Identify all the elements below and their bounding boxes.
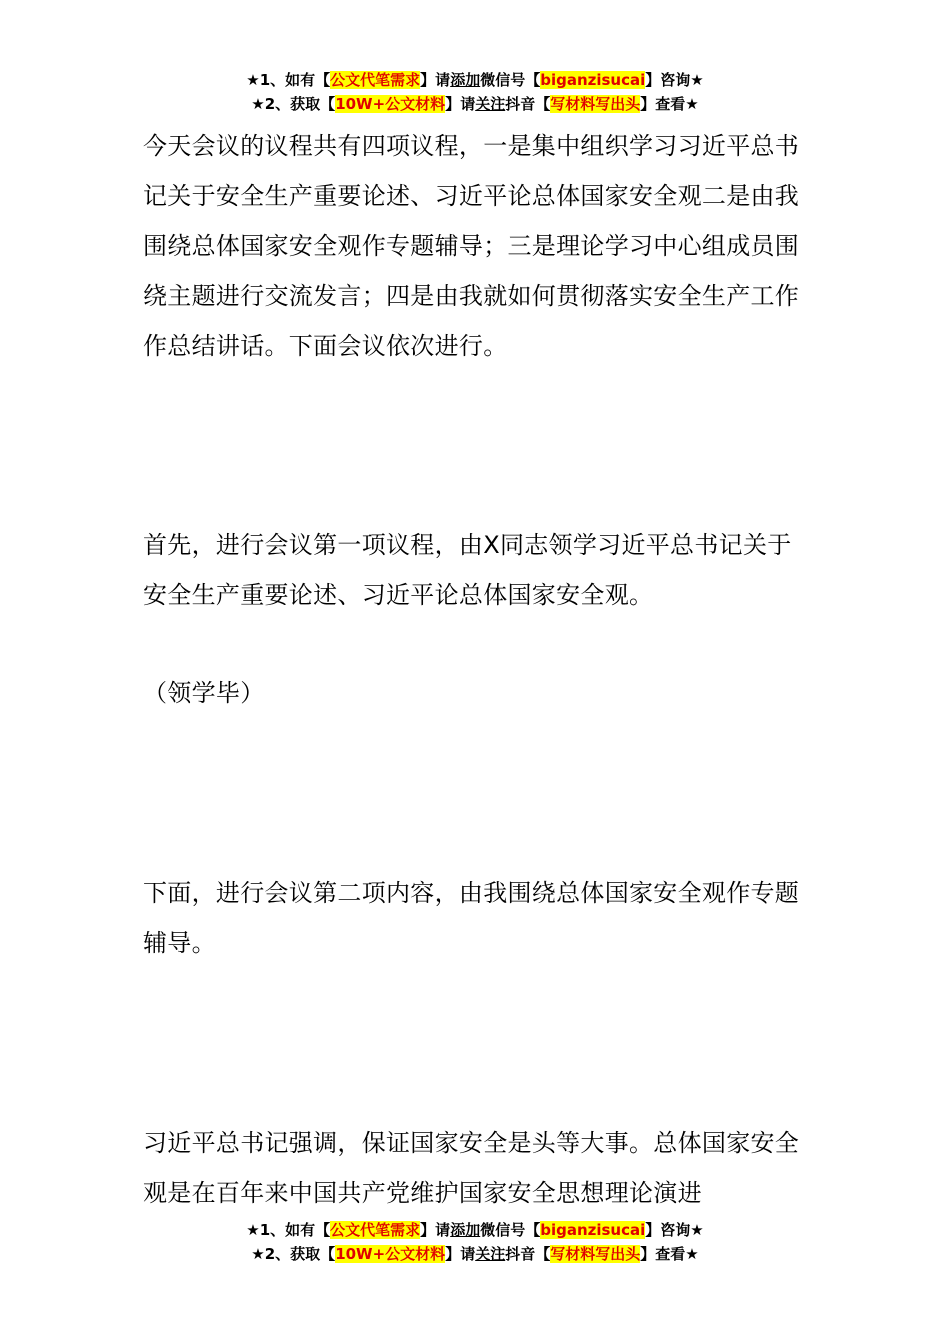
highlight-service: 公文代笔需求	[330, 71, 421, 89]
header-banner	[0, 68, 950, 116]
highlight-wechat-id: biganzisucai	[540, 71, 646, 89]
paragraph-agenda: 今天会议的议程共有四项议程，一是集中组织学习习近平总书记关于安全生产重要论述、习近平论总体国家安全观二是由我围绕总体国家安全观作专题辅导；三是理论学习中心组成员围绕主题进行交流发言；四是由我就如何贯彻落实安全生产工作作总结讲话。下面会议依次进行。	[143, 132, 800, 360]
footer-banner	[0, 1218, 950, 1266]
highlight-materials: 10W+公文材料	[335, 1245, 446, 1263]
highlight-service: 公文代笔需求	[330, 1221, 421, 1239]
underline-follow: 关注	[475, 95, 506, 113]
banner-line-2: ★2、获取【10W+公文材料】请关注抖音【写材料写出头】查看★	[251, 95, 699, 113]
paragraph-study-done: （领学毕）	[143, 679, 265, 707]
banner-line-1: ★1、如有【公文代笔需求】请添加微信号【biganzisucai】咨询★	[246, 71, 704, 89]
paragraph-first-item: 首先，进行会议第一项议程，由X同志领学习近平总书记关于安全生产重要论述、习近平论总体国家安全观。	[143, 531, 792, 609]
paragraph-second-item: 下面，进行会议第二项内容，由我围绕总体国家安全观作专题辅导。	[143, 879, 800, 957]
underline-add: 添加	[450, 1221, 481, 1239]
paragraph-security-intro: 习近平总书记强调，保证国家安全是头等大事。总体国家安全观是在百年来中国共产党维护国家安全思想理论演进	[143, 1129, 800, 1207]
highlight-douyin-id: 写材料写出头	[550, 1245, 641, 1263]
highlight-douyin-id: 写材料写出头	[550, 95, 641, 113]
banner-line-2: ★2、获取【10W+公文材料】请关注抖音【写材料写出头】查看★	[251, 1245, 699, 1263]
highlight-wechat-id: biganzisucai	[540, 1221, 646, 1239]
highlight-materials: 10W+公文材料	[335, 95, 446, 113]
banner-line-1: ★1、如有【公文代笔需求】请添加微信号【biganzisucai】咨询★	[246, 1221, 704, 1239]
underline-follow: 关注	[475, 1245, 506, 1263]
underline-add: 添加	[450, 71, 481, 89]
